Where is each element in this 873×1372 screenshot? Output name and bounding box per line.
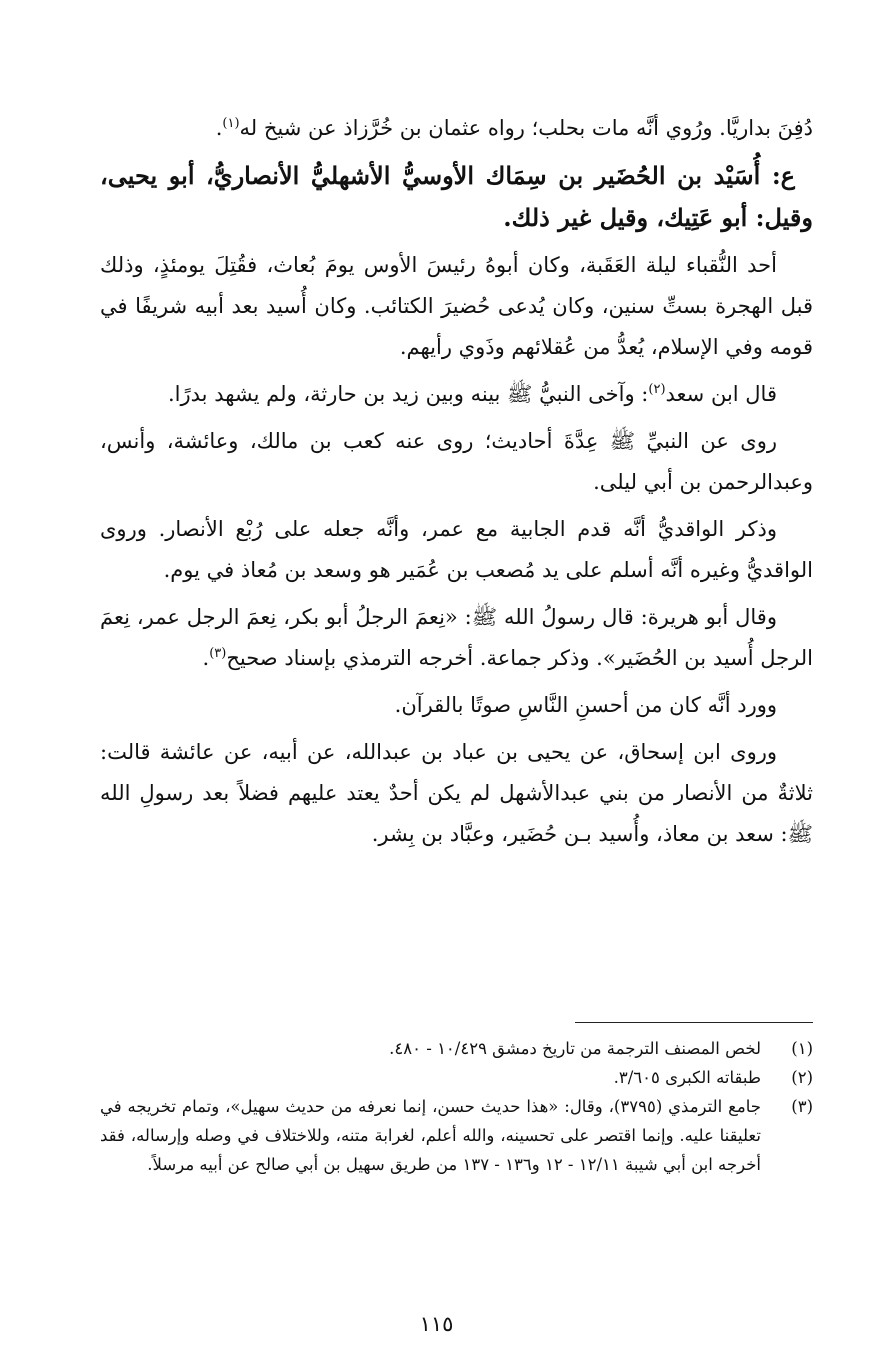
footnote-item	[100, 1092, 813, 1179]
footnote-item	[100, 1063, 813, 1092]
footnote-number: (٢)	[791, 1068, 813, 1087]
paragraph-burial	[100, 108, 813, 149]
footnote-text: لخص المصنف الترجمة من تاريخ دمشق ١٠/٤٢٩ - ٤٨٠.	[389, 1039, 761, 1058]
paragraph-ibn-saad	[100, 374, 813, 415]
footnote-divider	[575, 1022, 813, 1023]
paragraph-text: وقال أبو هريرة: قال رسولُ الله ﷺ: «نِعمَ الرجلُ أبو بكر، نِعمَ الرجل عمر، نِعمَ الرجل أُسيد بن الحُضَير». وذكر جماعة. أخرجه الترمذي بإسناد صحيح	[100, 605, 813, 670]
footnote-ref-2[interactable]: (٢)	[648, 382, 666, 397]
footnote-ref-3[interactable]: (٣)	[209, 646, 227, 661]
paragraph-aisha: وروى ابن إسحاق، عن يحيى بن عباد بن عبدالله، عن أبيه، عن عائشة قالت: ثلاثةٌ من الأنصار من بني عبدالأشهل لم يكن أحدٌ يعتد عليهم فضلاً بعد رسولِ الله ﷺ: سعد بن معاذ، وأُسيد بـن حُضَير، وعبَّاد بن بِشر.	[100, 740, 813, 846]
footnote-item	[100, 1034, 813, 1063]
footnotes-section	[100, 1034, 813, 1179]
footnote-number: (٣)	[791, 1097, 813, 1116]
paragraph-text: دُفِنَ بداريَّا. ورُوي أنَّه مات بحلب؛ رواه عثمان بن خُرَّزاذ عن شيخ له	[239, 116, 813, 140]
footnote-text: طبقاته الكبرى ٣/٦٠٥.	[613, 1068, 761, 1087]
entry-heading: ع: أُسَيْد بن الحُضَير بن سِمَاك الأوسيُّ الأشهليُّ الأنصاريُّ، أبو يحيى، وقيل: أبو عَتِيك، وقيل غير ذلك.	[100, 161, 813, 232]
footnote-ref-1[interactable]: (١)	[222, 116, 240, 131]
paragraph-end: .	[202, 646, 210, 670]
paragraph-text: قال ابن سعد	[665, 382, 777, 406]
main-text-body	[100, 108, 813, 861]
paragraph-text: : وآخى النبيُّ ﷺ بينه وبين زيد بن حارثة، ولم يشهد بدرًا.	[168, 382, 649, 406]
page-number: ١١٥	[419, 1312, 454, 1336]
paragraph-quran-voice: وورد أنَّه كان من أحسنِ النَّاسِ صوتًا بالقرآن.	[394, 693, 777, 717]
paragraph-narrators: روى عن النبيِّ ﷺ عِدَّةَ أحاديث؛ روى عنه كعب بن مالك، وعائشة، وأنس، وعبدالرحمن بن أبي ليلى.	[100, 429, 813, 494]
footnote-number: (١)	[791, 1039, 813, 1058]
footnote-text: جامع الترمذي (٣٧٩٥)، وقال: «هذا حديث حسن، إنما نعرفه من حديث سهيل»، وتمام تخريجه في تعليقنا عليه. وإنما اقتصر على تحسينه، والله أعلم، لغرابة متنه، وللاختلاف في وصله وإرساله، فقد أخرجه ابن أبي شيبة ١٢/١١ - ١٢ و١٣٦ - ١٣٧ من طريق سهيل بن أبي صالح عن أبيه مرسلاً.	[100, 1097, 761, 1174]
paragraph-end: .	[215, 116, 223, 140]
paragraph-biography: أحد النُّقباء ليلة العَقَبة، وكان أبوهُ رئيسَ الأوس يومَ بُعاث، فقُتِلَ يومئذٍ، وذلك قبل الهجرة بستِّ سنين، وكان يُدعى حُضيرَ الكتائب. وكان أُسيد بعد أبيه شريفًا في قومه وفي الإسلام، يُعدُّ من عُقلائهم وذَوي رأيهم.	[100, 253, 813, 359]
paragraph-abu-hurairah	[100, 597, 813, 679]
paragraph-waqidi: وذكر الواقديُّ أنَّه قدم الجابية مع عمر، وأنَّه جعله على رُبْع الأنصار. وروى الواقديُّ وغيره أنَّه أسلم على يد مُصعب بن عُمَير هو وسعد بن مُعاذ في يوم.	[100, 517, 813, 582]
